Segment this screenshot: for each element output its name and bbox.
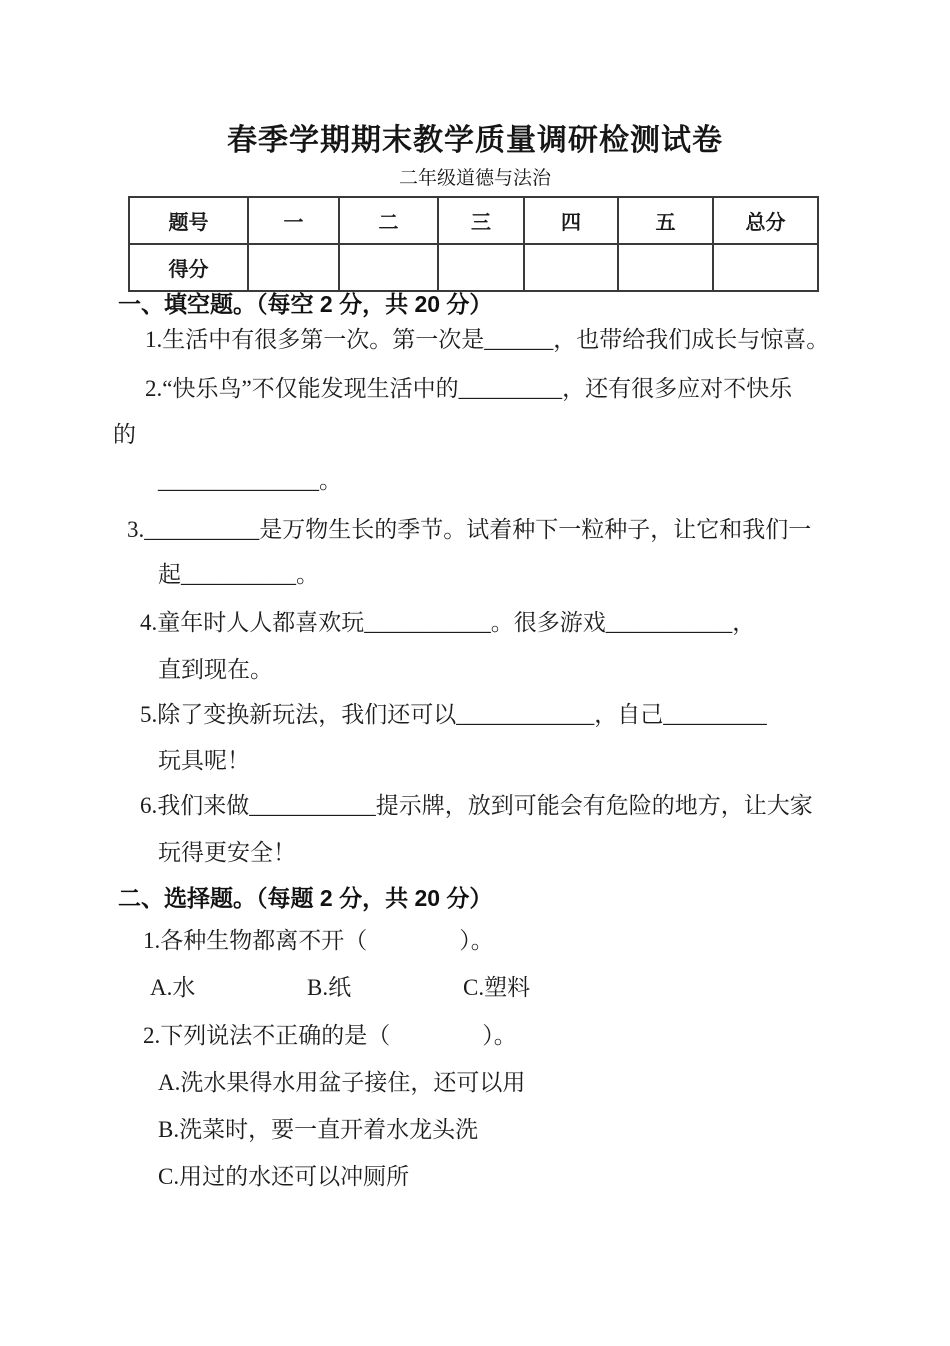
fill-q1: 1.生活中有很多第一次。第一次是______，也带给我们成长与惊喜。 bbox=[145, 327, 830, 352]
score-cell-4 bbox=[524, 244, 618, 291]
score-table-header-row bbox=[129, 197, 818, 244]
fill-q3-line2: 起__________。 bbox=[158, 562, 319, 587]
score-cell-3 bbox=[438, 244, 524, 291]
score-cell-1 bbox=[248, 244, 339, 291]
fill-q2-line1: 2.“快乐鸟”不仅能发现生活中的_________，还有很多应对不快乐 bbox=[145, 376, 793, 401]
choice-q2-option-a: A.洗水果得水用盆子接住，还可以用 bbox=[158, 1070, 526, 1095]
paper-title: 春季学期期末教学质量调研检测试卷 bbox=[227, 123, 723, 158]
score-table-col-2: 二 bbox=[339, 197, 438, 244]
fill-q6-line2: 玩得更安全！ bbox=[158, 840, 296, 865]
choice-q1-option-c: C.塑料 bbox=[463, 975, 531, 1000]
paper-subtitle: 二年级道德与法治 bbox=[398, 168, 551, 189]
choice-q2: 2.下列说法不正确的是（ ）。 bbox=[143, 1023, 517, 1048]
score-table-col-5: 五 bbox=[618, 197, 713, 244]
fill-q5-line1: 5.除了变换新玩法，我们还可以____________，自己_________ bbox=[140, 702, 767, 727]
fill-q5-line2: 玩具呢！ bbox=[158, 748, 250, 773]
fill-q4-line2: 直到现在。 bbox=[158, 657, 273, 682]
score-cell-total bbox=[713, 244, 818, 291]
choice-q1-option-a: A.水 bbox=[150, 975, 196, 1000]
score-table-col-3: 三 bbox=[438, 197, 524, 244]
fill-q6-line1: 6.我们来做___________提示牌，放到可能会有危险的地方，让大家 bbox=[140, 793, 813, 818]
fill-q3-line1: 3.__________是万物生长的季节。试着种下一粒种子，让它和我们一 bbox=[127, 517, 812, 542]
score-table-col-1: 一 bbox=[248, 197, 339, 244]
score-table bbox=[128, 196, 819, 292]
choice-q1: 1.各种生物都离不开（ ）。 bbox=[143, 928, 494, 953]
score-table-col-total: 总分 bbox=[713, 197, 818, 244]
section-1-heading: 一、填空题。（每空 2 分，共 20 分） bbox=[118, 291, 493, 317]
fill-q4-line1: 4.童年时人人都喜欢玩___________。很多游戏___________， bbox=[140, 610, 756, 635]
fill-q2-line2: 的 bbox=[113, 422, 136, 447]
score-table-score-row bbox=[129, 244, 818, 291]
score-table-score-label: 得分 bbox=[129, 244, 248, 291]
score-cell-5 bbox=[618, 244, 713, 291]
score-cell-2 bbox=[339, 244, 438, 291]
choice-q2-option-b: B.洗菜时，要一直开着水龙头洗 bbox=[158, 1117, 479, 1142]
fill-q2-line3: ______________。 bbox=[158, 468, 342, 493]
choice-q1-option-b: B.纸 bbox=[307, 975, 352, 1000]
choice-q2-option-c: C.用过的水还可以冲厕所 bbox=[158, 1164, 410, 1189]
section-2-heading: 二、选择题。（每题 2 分，共 20 分） bbox=[118, 885, 493, 911]
score-table-corner-label: 题号 bbox=[129, 197, 248, 244]
score-table-col-4: 四 bbox=[524, 197, 618, 244]
